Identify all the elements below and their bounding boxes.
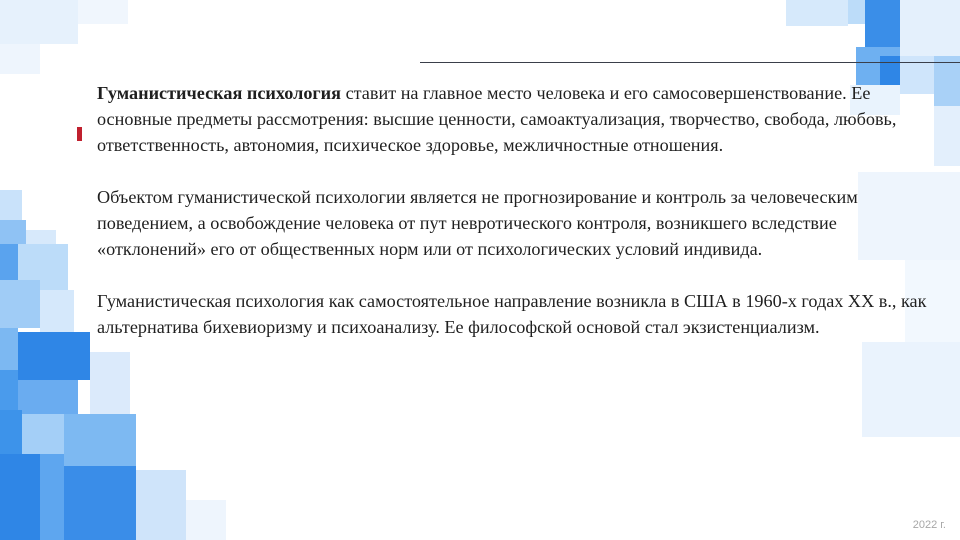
title-divider-line [420,62,960,63]
footer-year: 2022 г. [912,519,946,531]
red-bullet-marker [77,127,82,141]
bold-lead-term: Гуманистическая психология [97,83,342,103]
paragraph-1-text: ставит на главное место человека и его самосовершенствование. Ее основные предметы рассмотрения: высшие ценности, самоактуализация, творчество, свобода, любовь, ответственность, автономия, психическое здоровье, межличностные отношения. [97,83,897,155]
paragraph-1 [97,80,927,158]
paragraph-3: Гуманистическая психология как самостоятельное направление возникла в США в 1960-х годах XX в., как альтернатива бихевиоризму и психоанализу. Ее философской основой стал экзистенциализм. [97,291,927,337]
slide-body [97,80,927,340]
paragraph-2: Объектом гуманистической психологии является не прогнозирование и контроль за человеческим поведением, а освобождение человека от пут невротического контроля, возникшего вследствие «отклонений» его от общественных норм или от психологических условий индивида. [97,187,858,259]
